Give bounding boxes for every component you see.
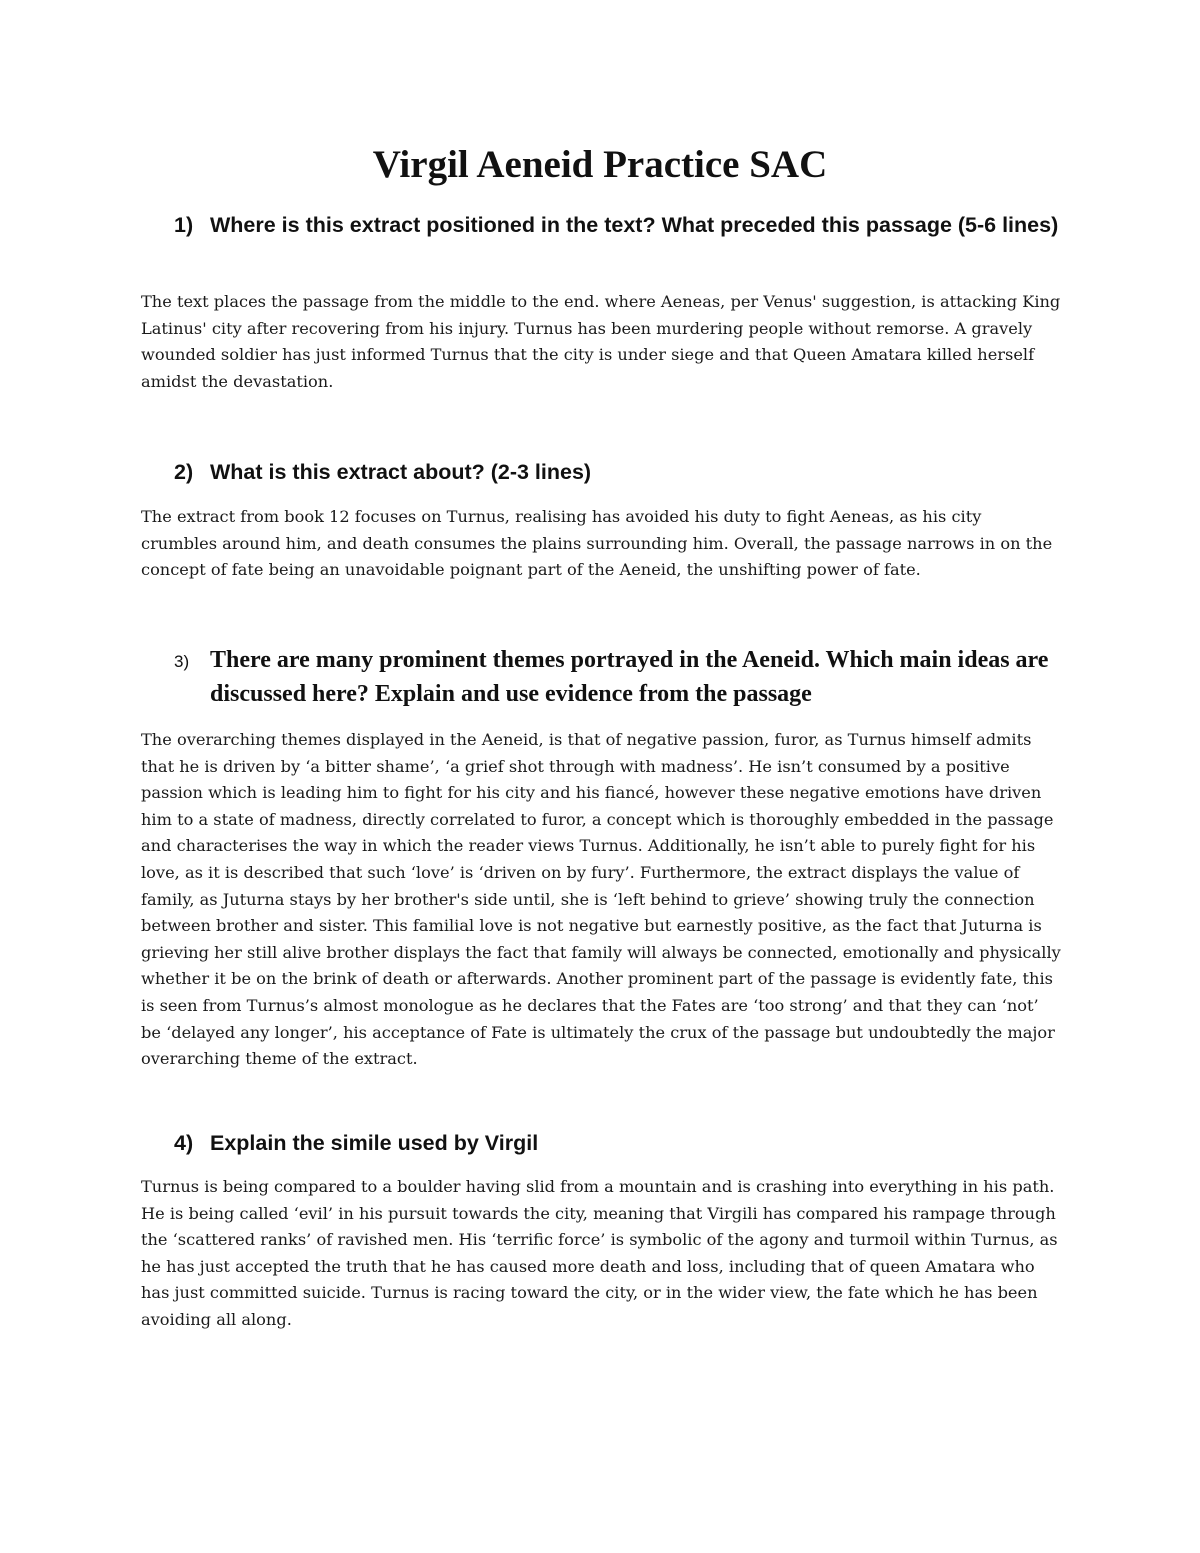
answer-3: The overarching themes displayed in the Aeneid, is that of negative passion, furor, as Turnus himself admits that he is driven by ‘a bitter shame’, ‘a grief shot through with madness’. He isn’t consumed by a positive passion which is leading him to fight for his city and his fiancé, however these negative emotions have driven him to a state of madness, directly correlated to furor, a concept which is thoroughly embedded in the passage and characterises the way in which the reader views Turnus. Additionally, he isn’t able to purely fight for his love, as it is described that such ‘love’ is ‘driven on by fury’. Furthermore, the extract displays the value of family, as Juturna stays by her brother's side until, she is ‘left behind to grieve’ showing truly the connection between brother and sister. This familial love is not negative but earnestly positive, as the fact that Juturna is grieving her still alive brother displays the fact that family will always be connected, emotionally and physically whether it be on the brink of death or afterwards. Another prominent part of the passage is evidently fate, this is seen from Turnus’s almost monologue as he declares that the Fates are ‘too strong’ and that they can ‘not’ be ‘delayed any longer’, his acceptance of Fate is ultimately the crux of the passage but undoubtedly the major overarching theme of the extract. xyxy=(141,730,1061,1069)
answer-4: Turnus is being compared to a boulder having slid from a mountain and is crashing into everything in his path. He is being called ‘evil’ in his pursuit towards the city, meaning that Virgili has compared his rampage through the ‘scattered ranks’ of ravished men. His ‘terrific force’ is symbolic of the agony and turmoil within Turnus, as he has just accepted the truth that he has caused more death and loss, including that of queen Amatara who has just committed suicide. Turnus is racing toward the city, or in the wider view, the fate which he has been avoiding all along. xyxy=(141,1177,1058,1329)
question-2 xyxy=(174,455,1070,489)
question-3 xyxy=(174,643,1070,711)
question-text: There are many prominent themes portrayed in the Aeneid. Which main ideas are discussed here? Explain and use evidence from the passage xyxy=(210,647,1049,707)
question-number: 3) xyxy=(174,652,190,671)
question-text: Explain the simile used by Virgil xyxy=(210,1131,539,1155)
answer-1: The text places the passage from the middle to the end. where Aeneas, per Venus' suggestion, is attacking King Latinus' city after recovering from his injury. Turnus has been murdering people without remorse. A gravely wounded soldier has just informed Turnus that the city is under siege and that Queen Amatara killed herself amidst the devastation. xyxy=(141,292,1061,391)
question-1 xyxy=(174,208,1070,242)
question-number: 1) xyxy=(174,213,194,237)
answer-2: The extract from book 12 focuses on Turnus, realising has avoided his duty to fight Aeneas, as his city crumbles around him, and death consumes the plains surrounding him. Overall, the passage narrows in on the concept of fate being an unavoidable poignant part of the Aeneid, the unshifting power of fate. xyxy=(141,507,1053,580)
question-text: Where is this extract positioned in the text? What preceded this passage (5-6 lines) xyxy=(210,213,1059,237)
document-title: Virgil Aeneid Practice SAC xyxy=(372,143,828,186)
question-number: 4) xyxy=(174,1131,194,1155)
question-text: What is this extract about? (2-3 lines) xyxy=(210,460,592,484)
question-number: 2) xyxy=(174,460,194,484)
question-4 xyxy=(174,1126,1070,1160)
